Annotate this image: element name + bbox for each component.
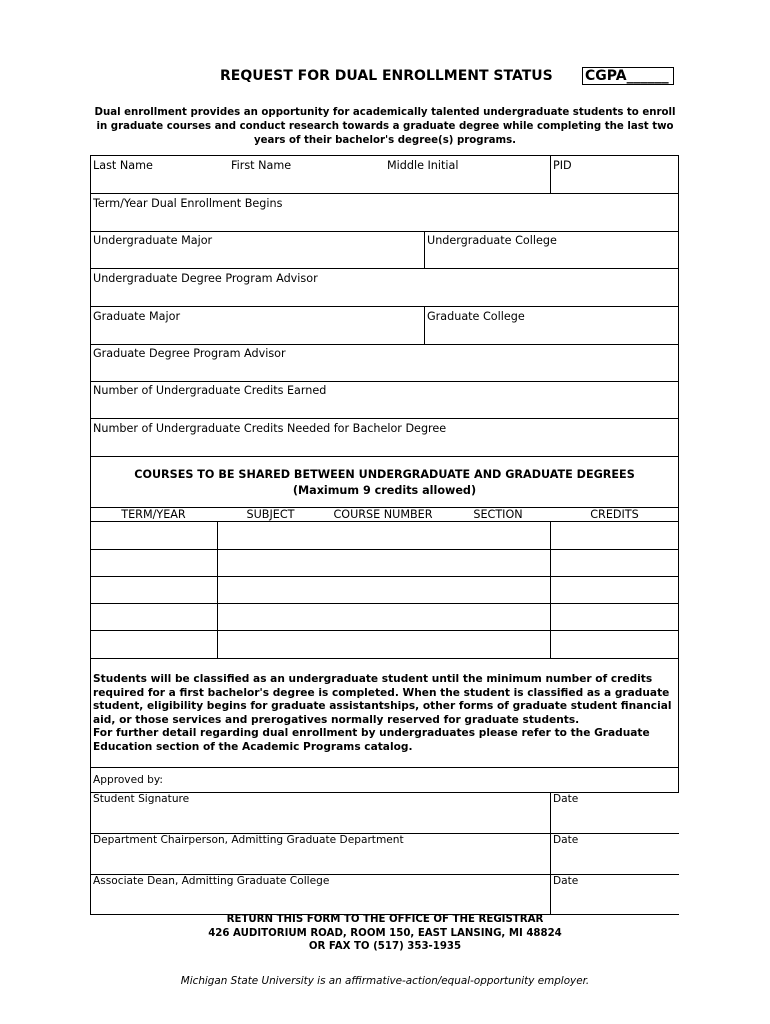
col-credits: CREDITS	[590, 508, 639, 521]
grad-college-field[interactable]: Graduate College	[427, 310, 525, 323]
fax-number: OR FAX TO (517) 353-1935	[308, 941, 462, 952]
course-row-1-details[interactable]	[218, 522, 550, 549]
approved-by-label: Approved by:	[93, 774, 163, 786]
course-row-4-details[interactable]	[218, 604, 550, 630]
pid-field[interactable]: PID	[553, 159, 572, 172]
undergrad-major-field[interactable]: Undergraduate Major	[93, 234, 213, 247]
course-row-2-term[interactable]	[91, 550, 217, 576]
registrar-address: 426 AUDITORIUM ROAD, ROOM 150, EAST LANSING, MI 48824	[208, 928, 562, 939]
assoc-dean-date-field[interactable]: Date	[553, 875, 579, 887]
col-course-number: COURSE NUMBER	[333, 508, 433, 521]
course-row-3-credits[interactable]	[551, 577, 678, 603]
classification-notice	[93, 673, 677, 755]
student-signature-field[interactable]: Student Signature	[93, 793, 190, 805]
course-row-1-credits[interactable]	[551, 522, 678, 549]
student-date-field[interactable]: Date	[553, 793, 579, 805]
undergrad-college-field[interactable]: Undergraduate College	[427, 234, 557, 247]
course-row-5-term[interactable]	[91, 631, 217, 658]
cgpa-field[interactable]: CGPA______	[582, 67, 674, 85]
courses-heading: COURSES TO BE SHARED BETWEEN UNDERGRADUATE AND GRADUATE DEGREES	[134, 468, 635, 481]
course-row-1-term[interactable]	[91, 522, 217, 549]
dept-chair-signature-field[interactable]: Department Chairperson, Admitting Graduate Department	[93, 834, 404, 846]
equal-opportunity-statement: Michigan State University is an affirmative-action/equal-opportunity employer.	[180, 975, 590, 987]
intro-paragraph: Dual enrollment provides an opportunity for academically talented undergraduate students to enroll in graduate courses and conduct research towards a graduate degree while completing the last two years of their bachelor's degree(s) programs.	[94, 107, 676, 146]
course-row-5-credits[interactable]	[551, 631, 678, 658]
assoc-dean-signature-field[interactable]: Associate Dean, Admitting Graduate College	[93, 875, 330, 887]
course-row-4-credits[interactable]	[551, 604, 678, 630]
course-row-3-details[interactable]	[218, 577, 550, 603]
first-name-field[interactable]: First Name	[231, 159, 292, 172]
grad-advisor-field[interactable]: Graduate Degree Program Advisor	[93, 347, 286, 360]
term-year-begins-field[interactable]: Term/Year Dual Enrollment Begins	[93, 197, 283, 210]
return-instructions: RETURN THIS FORM TO THE OFFICE OF THE REGISTRAR	[226, 914, 544, 925]
course-row-3-term[interactable]	[91, 577, 217, 603]
col-subject: SUBJECT	[246, 508, 295, 521]
notice-paragraph-2: For further detail regarding dual enrollment by undergraduates please refer to the Graduate Education section of the Academic Programs catalog.	[93, 727, 650, 753]
undergrad-advisor-field[interactable]: Undergraduate Degree Program Advisor	[93, 272, 318, 285]
course-row-2-details[interactable]	[218, 550, 550, 576]
credits-needed-field[interactable]: Number of Undergraduate Credits Needed for Bachelor Degree	[93, 422, 447, 435]
course-row-5-details[interactable]	[218, 631, 550, 658]
enrollment-form	[90, 155, 679, 915]
credits-earned-field[interactable]: Number of Undergraduate Credits Earned	[93, 384, 327, 397]
col-section: SECTION	[473, 508, 523, 521]
notice-paragraph-1: Students will be classified as an undergraduate student until the minimum number of credits required for a first bachelor's degree is completed. When the student is classified as a graduate student, eligibility begins for graduate assistantships, other forms of graduate student financial aid, or those services and prerogatives normally reserved for graduate students.	[93, 673, 672, 726]
course-row-4-term[interactable]	[91, 604, 217, 630]
col-term-year: TERM/YEAR	[121, 508, 186, 521]
courses-subheading: (Maximum 9 credits allowed)	[292, 484, 477, 497]
middle-initial-field[interactable]: Middle Initial	[387, 159, 459, 172]
dept-chair-date-field[interactable]: Date	[553, 834, 579, 846]
last-name-field[interactable]: Last Name	[93, 159, 153, 172]
grad-major-field[interactable]: Graduate Major	[93, 310, 181, 323]
course-row-2-credits[interactable]	[551, 550, 678, 576]
